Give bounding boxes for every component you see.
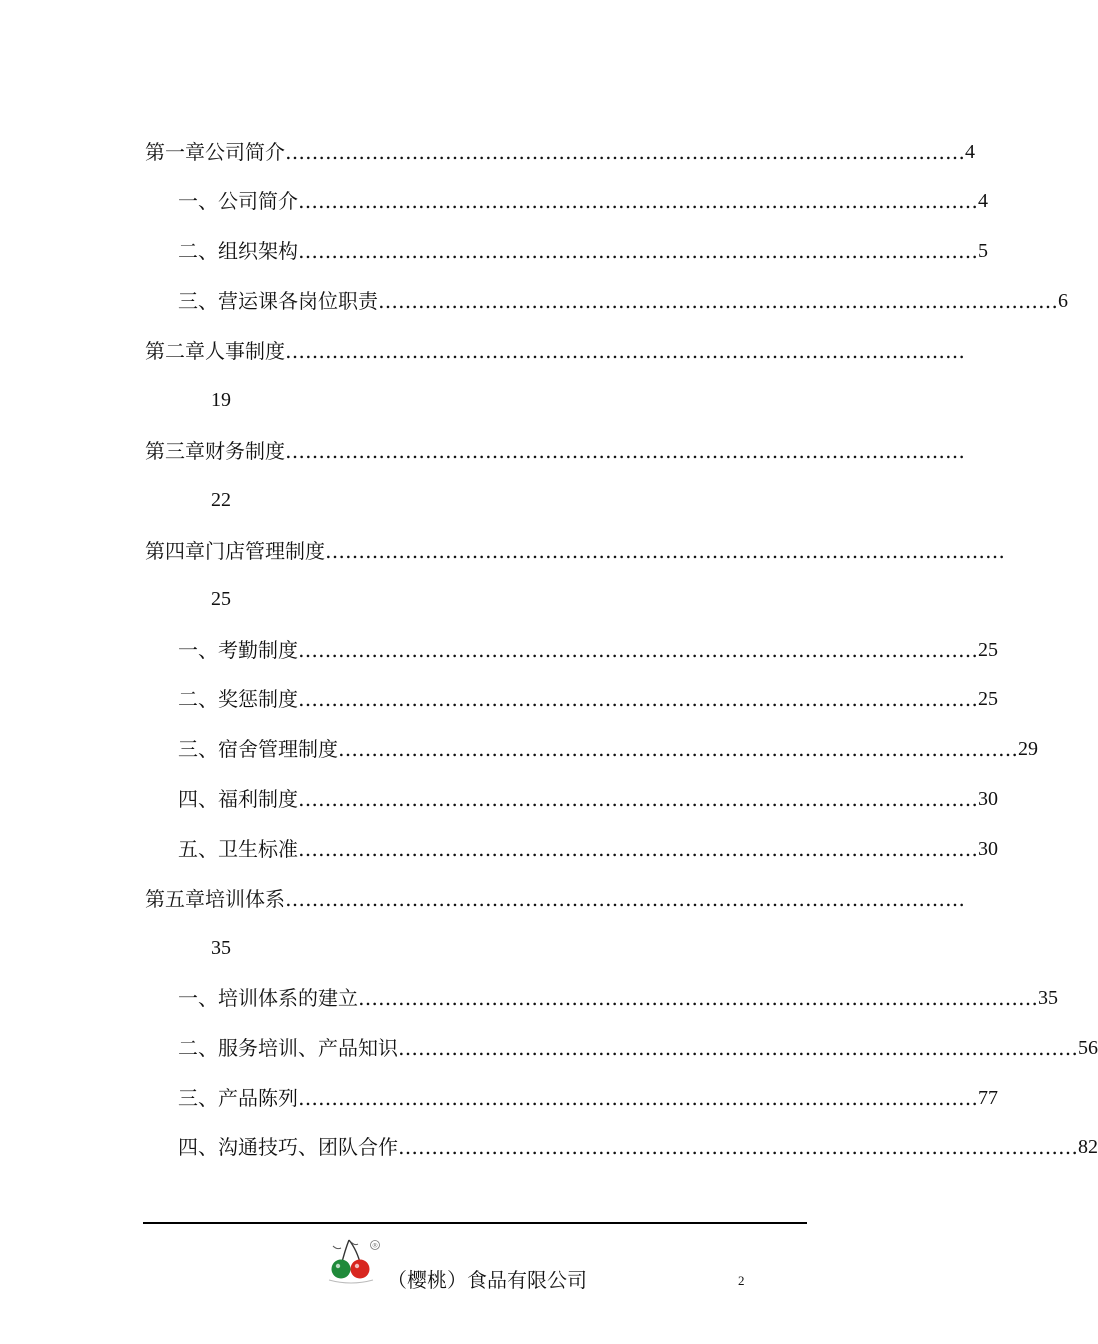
section-number: 二、 (178, 1036, 218, 1060)
dot-leader: ………………………………………………………………………………………… (298, 239, 978, 263)
footer-company-name: （樱桃）食品有限公司 (387, 1268, 587, 1292)
chapter-title: 公司简介 (205, 140, 285, 164)
toc-section[interactable] (178, 186, 988, 216)
chapter-number: 第一章 (145, 140, 205, 164)
page-number: 30 (978, 838, 998, 860)
page-number: 77 (978, 1087, 998, 1109)
page-number: 29 (1018, 738, 1038, 760)
page-number[interactable]: 19 (211, 389, 231, 411)
toc-section[interactable] (178, 1132, 1098, 1162)
chapter-title: 财务制度 (205, 439, 285, 463)
section-number: 四、 (178, 1135, 218, 1159)
section-number: 五、 (178, 837, 218, 861)
section-title: 沟通技巧、团队合作 (218, 1135, 398, 1159)
section-number: 二、 (178, 239, 218, 263)
dot-leader: ………………………………………………………………………………………… (298, 687, 978, 711)
page-number: 5 (978, 240, 988, 262)
section-number: 一、 (178, 986, 218, 1010)
page-number: 6 (1058, 290, 1068, 312)
dot-leader: ………………………………………………………………………………………… (298, 1086, 978, 1110)
page-number: 4 (978, 190, 988, 212)
section-title: 营运课各岗位职责 (218, 289, 378, 313)
toc-section[interactable] (178, 286, 1068, 316)
cherry-logo-icon (327, 1236, 385, 1286)
page-number[interactable]: 25 (211, 588, 231, 610)
toc-section[interactable] (178, 684, 998, 714)
section-title: 服务培训、产品知识 (218, 1036, 398, 1060)
toc-section[interactable] (178, 734, 1038, 764)
page-number: 56 (1078, 1037, 1098, 1059)
section-title: 考勤制度 (218, 638, 298, 662)
chapter-title: 培训体系 (205, 887, 285, 911)
dot-leader: ………………………………………………………………………………………… (298, 638, 978, 662)
chapter-title: 门店管理制度 (205, 539, 325, 563)
section-title: 培训体系的建立 (218, 986, 358, 1010)
toc-section[interactable] (178, 983, 1058, 1013)
section-title: 奖惩制度 (218, 687, 298, 711)
dot-leader: ………………………………………………………………………………………… (398, 1135, 1078, 1159)
page-number: 4 (965, 141, 975, 163)
dot-leader: ………………………………………………………………………………………… (285, 339, 965, 363)
footer-page-number: 2 (738, 1273, 745, 1288)
page-number[interactable]: 22 (211, 489, 231, 511)
section-number: 四、 (178, 787, 218, 811)
dot-leader: ………………………………………………………………………………………… (298, 189, 978, 213)
toc-section[interactable] (178, 834, 998, 864)
section-number: 三、 (178, 1086, 218, 1110)
section-title: 公司简介 (218, 189, 298, 213)
chapter-title: 人事制度 (205, 339, 285, 363)
page-number: 25 (978, 688, 998, 710)
toc-section[interactable] (178, 784, 998, 814)
page-number: 35 (1038, 987, 1058, 1009)
toc-chapter-3[interactable] (145, 436, 965, 466)
page-number[interactable]: 35 (211, 937, 231, 959)
section-title: 产品陈列 (218, 1086, 298, 1110)
chapter-number: 第二章 (145, 339, 205, 363)
section-number: 一、 (178, 638, 218, 662)
chapter-number: 第三章 (145, 439, 205, 463)
toc-chapter-2[interactable] (145, 336, 965, 366)
toc-section[interactable] (178, 236, 988, 266)
chapter-number: 第四章 (145, 539, 205, 563)
toc-chapter-1[interactable] (145, 137, 975, 167)
dot-leader: ………………………………………………………………………………………… (325, 539, 1005, 563)
section-number: 三、 (178, 289, 218, 313)
dot-leader: ………………………………………………………………………………………… (285, 439, 965, 463)
section-title: 卫生标准 (218, 837, 298, 861)
page-number: 25 (978, 639, 998, 661)
page-number: 30 (978, 788, 998, 810)
dot-leader: ………………………………………………………………………………………… (398, 1036, 1078, 1060)
toc-section[interactable] (178, 635, 998, 665)
section-title: 组织架构 (218, 239, 298, 263)
dot-leader: ………………………………………………………………………………………… (338, 737, 1018, 761)
dot-leader: ………………………………………………………………………………………… (298, 787, 978, 811)
section-number: 二、 (178, 687, 218, 711)
section-number: 一、 (178, 189, 218, 213)
dot-leader: ………………………………………………………………………………………… (285, 140, 965, 164)
dot-leader: ………………………………………………………………………………………… (285, 887, 965, 911)
toc-chapter-4[interactable] (145, 536, 1005, 566)
chapter-number: 第五章 (145, 887, 205, 911)
section-number: 三、 (178, 737, 218, 761)
footer-divider (143, 1222, 807, 1224)
toc-chapter-5[interactable] (145, 884, 965, 914)
dot-leader: ………………………………………………………………………………………… (358, 986, 1038, 1010)
dot-leader: ………………………………………………………………………………………… (298, 837, 978, 861)
registered-mark: ® (371, 1241, 379, 1250)
section-title: 宿舍管理制度 (218, 737, 338, 761)
toc-section[interactable] (178, 1033, 1098, 1063)
section-title: 福利制度 (218, 787, 298, 811)
toc-section[interactable] (178, 1083, 998, 1113)
page-number: 82 (1078, 1136, 1098, 1158)
dot-leader: ………………………………………………………………………………………… (378, 289, 1058, 313)
